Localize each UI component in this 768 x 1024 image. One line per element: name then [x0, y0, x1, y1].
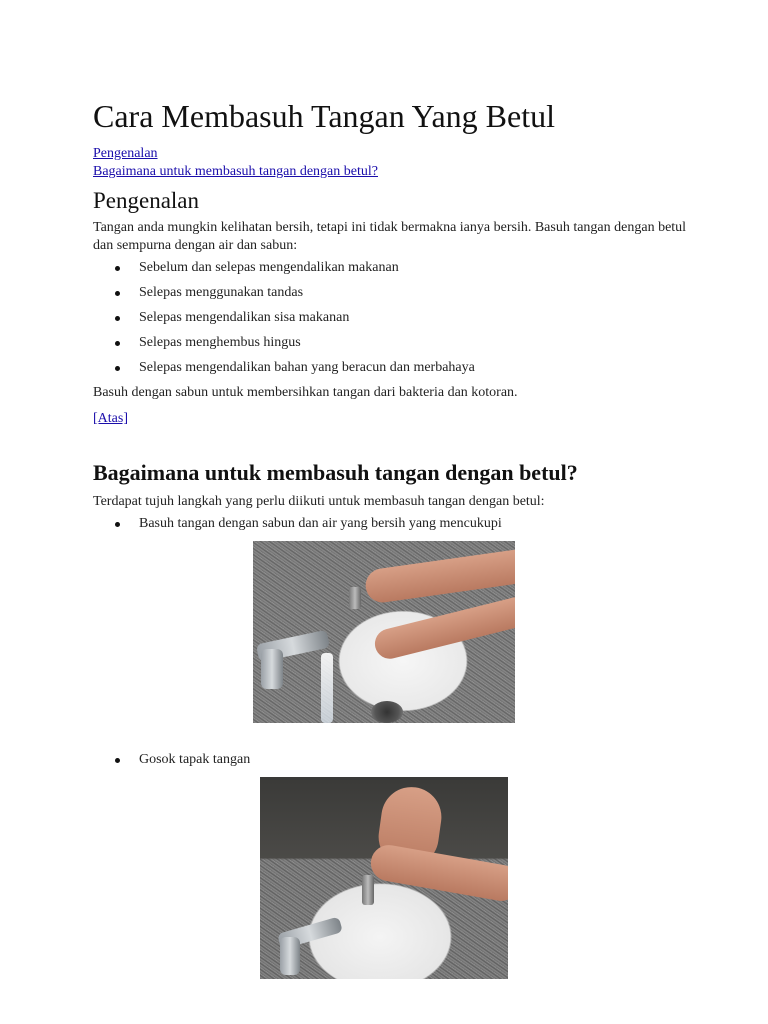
- list-item: [93, 284, 693, 302]
- table-of-contents: [93, 145, 693, 181]
- arm-shape: [368, 842, 508, 904]
- list-item-text: Basuh tangan dengan sabun dan air yang bersih yang mencukupi: [139, 516, 502, 531]
- faucet-base-shape: [261, 649, 283, 689]
- bullet-icon: [115, 291, 120, 296]
- list-item-text: Selepas mengendalikan sisa makanan: [139, 310, 350, 325]
- list-item-text: Selepas menghembus hingus: [139, 335, 301, 350]
- bullet-icon: [115, 341, 120, 346]
- back-to-top-link[interactable]: [Atas]: [93, 411, 128, 426]
- list-item: [93, 515, 693, 533]
- steps-list-2: [93, 751, 693, 769]
- bullet-icon: [115, 266, 120, 271]
- section-heading-cara-membasuh: Bagaimana untuk membasuh tangan dengan betul?: [93, 460, 578, 485]
- soap-dispenser-shape: [362, 875, 374, 905]
- arm-shape: [363, 547, 515, 604]
- list-item: [93, 359, 693, 377]
- section1-closing: Basuh dengan sabun untuk membersihkan tangan dari bakteria dan kotoran.: [93, 385, 518, 400]
- faucet-base-shape: [280, 937, 300, 975]
- drain-shape: [371, 701, 403, 723]
- steps-list: [93, 515, 693, 533]
- list-item: [93, 334, 693, 352]
- document-page: [93, 96, 693, 979]
- bullet-icon: [115, 316, 120, 321]
- list-item-text: Selepas menggunakan tandas: [139, 285, 304, 300]
- occasion-list: [93, 259, 693, 377]
- list-item-text: Selepas mengendalikan bahan yang beracun dan merbahaya: [139, 360, 475, 375]
- list-item: [93, 259, 693, 277]
- step-photo-wash-hands: [253, 541, 515, 723]
- list-item: [93, 309, 693, 327]
- bullet-icon: [115, 522, 120, 527]
- toc-link-pengenalan[interactable]: Pengenalan: [93, 146, 158, 161]
- soap-dispenser-shape: [349, 587, 361, 609]
- page-title: Cara Membasuh Tangan Yang Betul: [93, 98, 555, 134]
- list-item: [93, 751, 693, 769]
- section-heading-pengenalan: Pengenalan: [93, 188, 200, 213]
- bullet-icon: [115, 758, 120, 763]
- toc-link-cara-membasuh[interactable]: Bagaimana untuk membasuh tangan dengan betul?: [93, 164, 378, 179]
- section2-intro: Terdapat tujuh langkah yang perlu diikuti untuk membasuh tangan dengan betul:: [93, 494, 545, 509]
- bullet-icon: [115, 366, 120, 371]
- arm-shape: [372, 594, 515, 662]
- list-item-text: Sebelum dan selepas mengendalikan makanan: [139, 260, 399, 275]
- step-photo-rub-palms: [260, 777, 508, 979]
- list-item-text: Gosok tapak tangan: [139, 752, 251, 767]
- section1-intro: Tangan anda mungkin kelihatan bersih, tetapi ini tidak bermakna ianya bersih. Basuh tangan dengan betul dan sempurna dengan air dan sabun:: [93, 220, 687, 253]
- water-stream-shape: [321, 653, 333, 723]
